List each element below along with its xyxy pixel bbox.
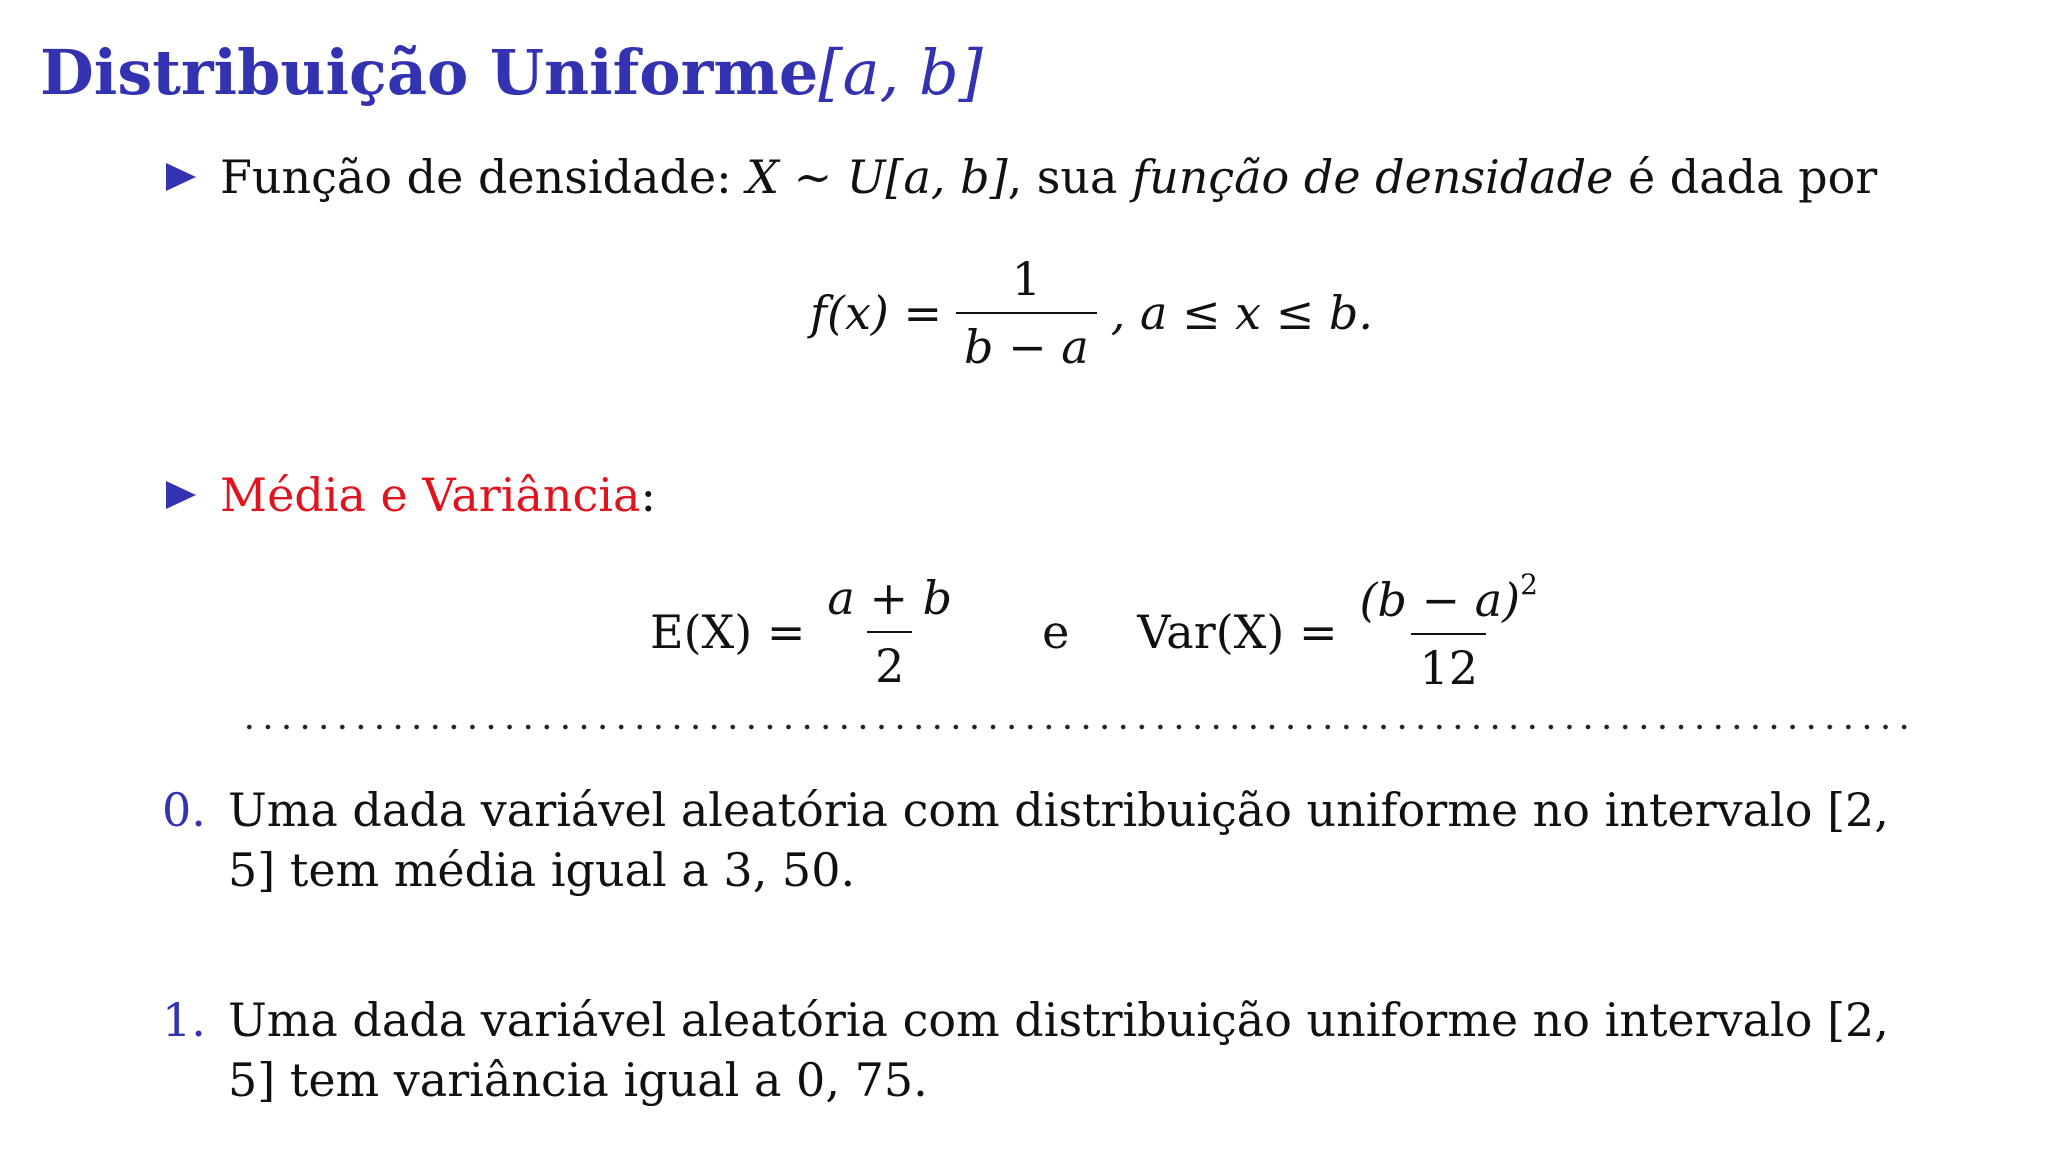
slide-title (40, 36, 983, 109)
density-suffix: é dada por (1613, 150, 1878, 204)
bullet-triangle-icon (166, 163, 196, 191)
variance-fraction (1352, 568, 1546, 695)
item-text: Uma dada variável aleatória com distribuição uniforme no intervalo [2, 5] tem média igual a 3, 50. (228, 783, 1889, 897)
list-item-0 (162, 780, 1922, 900)
item-number: 0. (162, 783, 206, 837)
density-mid: , sua (1007, 150, 1133, 204)
variance-denominator: 12 (1411, 633, 1486, 695)
item-number: 1. (162, 993, 206, 1047)
mean-denominator: 2 (867, 631, 912, 693)
variance-exponent: 2 (1520, 568, 1538, 601)
mean-variance-formulas (650, 568, 1560, 695)
bullet-density (166, 150, 1877, 204)
variance-lhs: Var(X) = (1137, 604, 1338, 659)
title-text: Distribuição Uniforme (40, 36, 819, 109)
mean-numerator: a + b (827, 570, 953, 625)
density-denominator: b − a (956, 312, 1097, 374)
formula-connector: e (1042, 604, 1070, 659)
density-formula (810, 252, 1373, 374)
dotted-separator (240, 722, 1920, 732)
bullet-triangle-icon (166, 481, 196, 509)
density-tail: , a ≤ x ≤ b. (1110, 286, 1373, 340)
density-numerator: 1 (1011, 252, 1041, 306)
mean-variance-colon: : (640, 468, 656, 522)
variance-numerator-wrap (1352, 568, 1546, 633)
mean-fraction (819, 571, 960, 693)
density-prefix: Função de densidade: (220, 150, 747, 204)
bullet-mean-variance (166, 468, 656, 522)
mean-lhs: E(X) = (650, 604, 806, 659)
variance-numerator: (b − a) (1359, 573, 1521, 627)
list-item-1 (162, 990, 1922, 1110)
title-math: [a, b] (818, 36, 983, 109)
density-emph: função de densidade (1132, 150, 1614, 204)
mean-variance-label: Média e Variância (220, 468, 641, 522)
density-fraction (956, 252, 1097, 374)
item-text: Uma dada variável aleatória com distribuição uniforme no intervalo [2, 5] tem variância igual a 0, 75. (228, 993, 1889, 1107)
density-lhs: f(x) = (810, 286, 943, 340)
density-math: X ∼ U[a, b] (746, 150, 1008, 204)
